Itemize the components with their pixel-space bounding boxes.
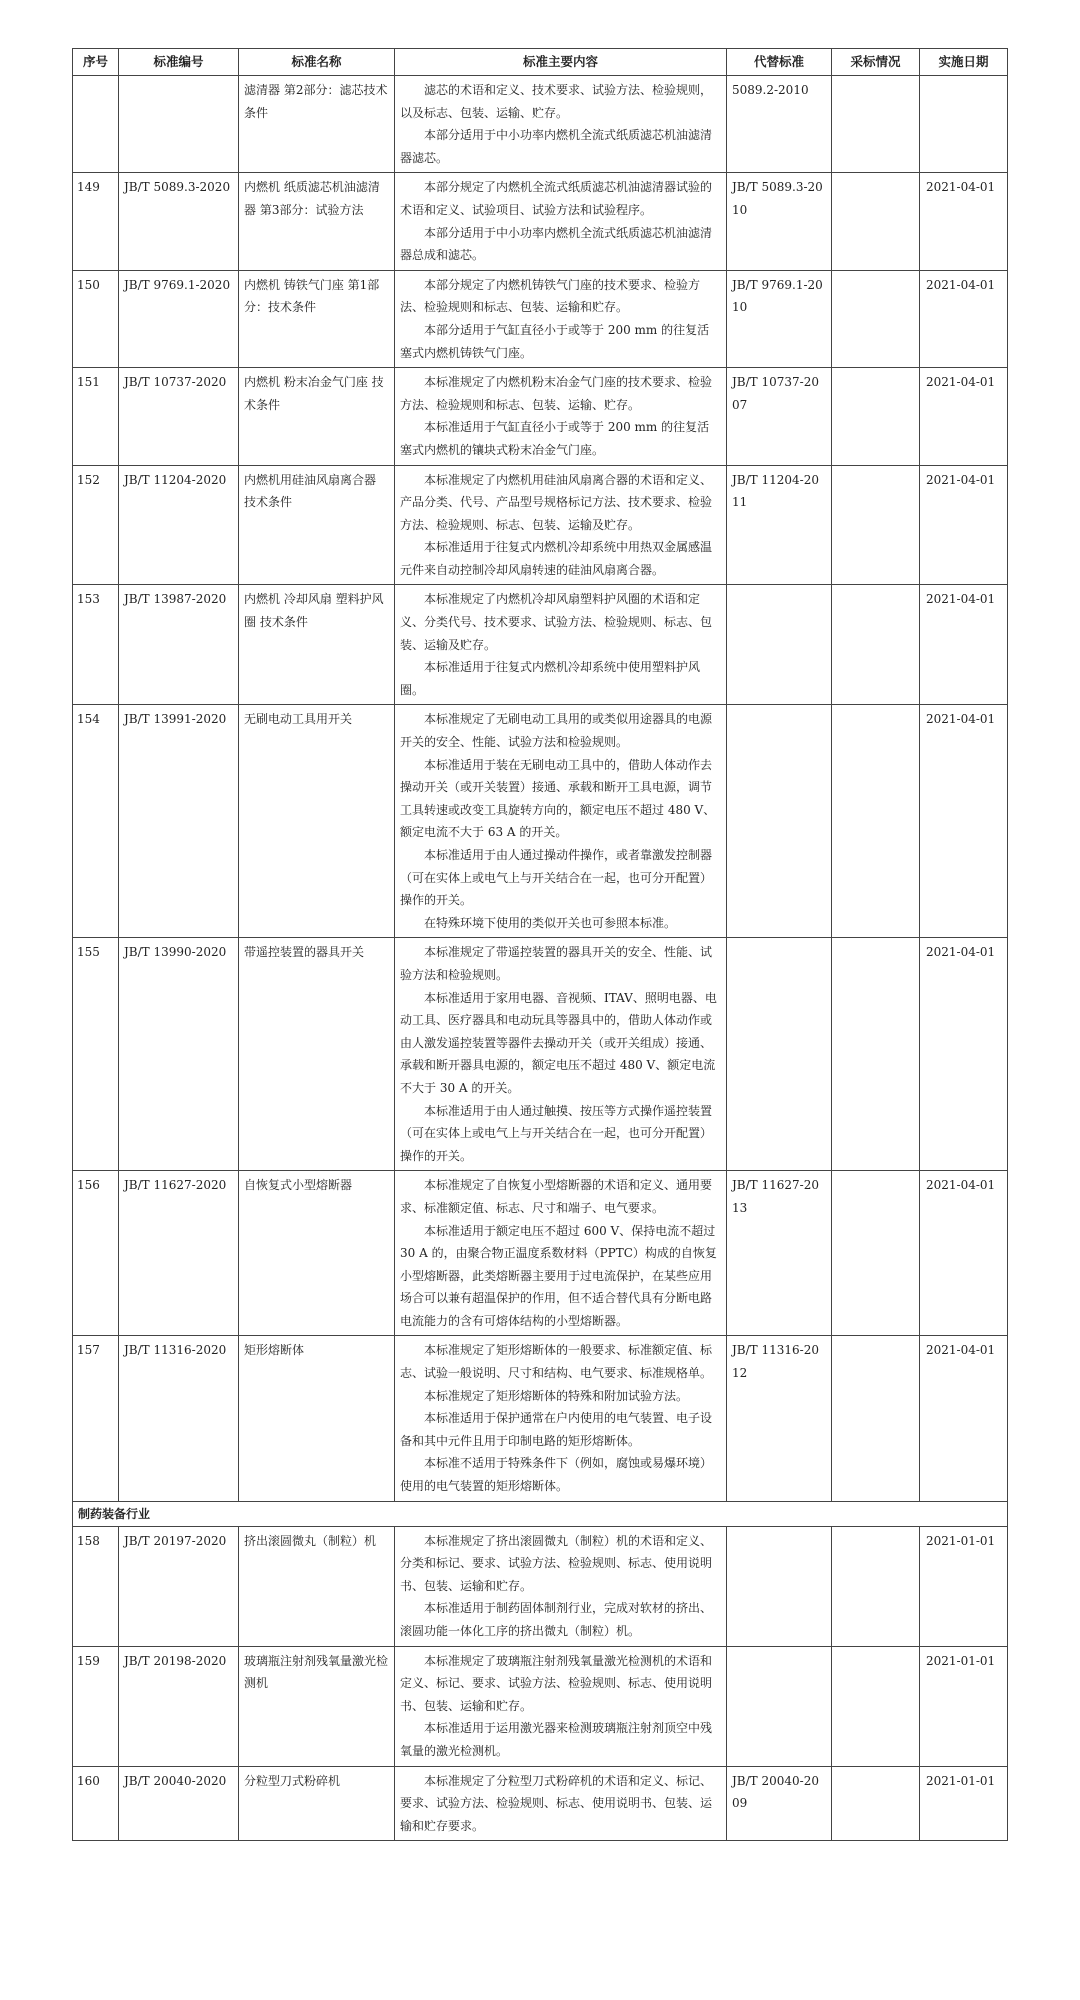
content-paragraph: 在特殊环境下使用的类似开关也可参照本标准。 [424,915,677,930]
row-standard-code: JB/T 5089.3-2020 [119,173,239,270]
table-row [73,1171,1008,1336]
row-replaced-standard: JB/T 11316-2012 [727,1336,832,1501]
content-paragraph: 本标准适用于由人通过操动件操作，或者靠激发控制器（可在实体上或电气上与开关结合在一起，也可分开配置）操作的开关。 [400,848,713,908]
row-main-content [395,270,727,367]
table-row [73,368,1008,465]
row-standard-name: 矩形熔断体 [239,1336,395,1501]
row-effective-date: 2021-01-01 [920,1766,1008,1841]
row-replaced-standard [727,938,832,1171]
content-paragraph: 本部分适用于中小功率内燃机全流式纸质滤芯机油滤清器总成和滤芯。 [400,225,713,263]
row-serial: 151 [73,368,119,465]
row-serial: 150 [73,270,119,367]
row-adoption [832,1646,920,1766]
content-paragraph: 本部分适用于中小功率内燃机全流式纸质滤芯机油滤清器滤芯。 [400,128,713,165]
content-paragraph: 本标准规定了分粒型刀式粉碎机的术语和定义、标记、要求、试验方法、检验规则、标志、使用说明书、包装、运输和贮存要求。 [400,1773,713,1833]
content-paragraph: 本标准规定了内燃机用硅油风扇离合器的术语和定义、产品分类、代号、产品型号规格标记方法、技术要求、检验方法、检验规则、标志、包装、运输及贮存。 [400,472,713,532]
row-standard-name: 内燃机 冷却风扇 塑料护风圈 技术条件 [239,585,395,705]
content-paragraph: 本标准规定了玻璃瓶注射剂残氧量激光检测机的术语和定义、标记、要求、试验方法、检验规则、标志、使用说明书、包装、运输和贮存。 [400,1653,713,1713]
row-standard-name: 自恢复式小型熔断器 [239,1171,395,1336]
row-main-content [395,1336,727,1501]
header-serial: 序号 [73,49,119,76]
row-standard-name: 带遥控装置的器具开关 [239,938,395,1171]
table-row [73,270,1008,367]
row-standard-name: 无刷电动工具用开关 [239,705,395,938]
section-label: 制药装备行业 [73,1501,1008,1526]
content-paragraph: 滤芯的术语和定义、技术要求、试验方法、检验规则，以及标志、包装、运输、贮存。 [400,83,713,120]
row-main-content [395,465,727,585]
content-paragraph: 本标准规定了矩形熔断体的特殊和附加试验方法。 [424,1388,689,1403]
content-paragraph: 本标准适用于气缸直径小于或等于 200 mm 的往复活塞式内燃机的镶块式粉末冶金气门座。 [400,420,710,457]
row-standard-name: 内燃机 粉末冶金气门座 技术条件 [239,368,395,465]
content-paragraph: 本标准适用于运用激光器来检测玻璃瓶注射剂顶空中残氧量的激光检测机。 [400,1721,713,1758]
content-paragraph: 本标准适用于家用电器、音视频、ITAV、照明电器、电动工具、医疗器具和电动玩具等器具中的，借助人体动作或由人激发遥控装置等器件去操动开关（或开关组成）接通、承载和断开器具电源的，额定电压不超过 480 V、额定电流不大于 30 A 的开关。 [400,990,717,1095]
row-effective-date: 2021-04-01 [920,1336,1008,1501]
row-adoption [832,270,920,367]
row-adoption [832,465,920,585]
row-standard-code: JB/T 20198-2020 [119,1646,239,1766]
content-paragraph: 本标准规定了内燃机冷却风扇塑料护风圈的术语和定义、分类代号、技术要求、试验方法、检验规则、标志、包装、运输及贮存。 [400,592,713,652]
row-serial: 157 [73,1336,119,1501]
row-serial: 153 [73,585,119,705]
row-adoption [832,1336,920,1501]
row-effective-date: 2021-04-01 [920,705,1008,938]
content-paragraph: 本标准适用于往复式内燃机冷却系统中用热双金属感温元件来自动控制冷却风扇转速的硅油风扇离合器。 [400,540,713,577]
row-serial: 149 [73,173,119,270]
row-serial: 154 [73,705,119,938]
table-row [73,1526,1008,1646]
table-row [73,585,1008,705]
table-body [73,76,1008,1841]
row-serial: 156 [73,1171,119,1336]
row-serial: 152 [73,465,119,585]
row-adoption [832,585,920,705]
table-row [73,1646,1008,1766]
row-main-content [395,173,727,270]
row-adoption [832,938,920,1171]
row-effective-date: 2021-04-01 [920,270,1008,367]
content-paragraph: 本标准适用于制药固体制剂行业，完成对软材的挤出、滚圆功能一体化工序的挤出微丸（制粒）机。 [400,1601,713,1638]
row-replaced-standard: JB/T 9769.1-2010 [727,270,832,367]
row-replaced-standard [727,585,832,705]
section-row [73,1501,1008,1526]
table-header-row [73,49,1008,76]
content-paragraph: 本标准适用于由人通过触摸、按压等方式操作遥控装置（可在实体上或电气上与开关结合在一起，也可分开配置）操作的开关。 [400,1103,713,1163]
row-adoption [832,705,920,938]
row-replaced-standard: JB/T 11627-2013 [727,1171,832,1336]
row-replaced-standard [727,705,832,938]
row-standard-name: 分粒型刀式粉碎机 [239,1766,395,1841]
row-serial: 158 [73,1526,119,1646]
content-paragraph: 本标准适用于往复式内燃机冷却系统中使用塑料护风圈。 [400,660,701,697]
content-paragraph: 本部分规定了内燃机铸铁气门座的技术要求、检验方法、检验规则和标志、包装、运输和贮存。 [400,277,701,315]
content-paragraph: 本标准适用于保护通常在户内使用的电气装置、电子设备和其中元件且用于印制电路的矩形熔断体。 [400,1411,713,1448]
content-paragraph: 本部分规定了内燃机全流式纸质滤芯机油滤清器试验的术语和定义、试验项目、试验方法和试验程序。 [400,180,713,217]
row-standard-code: JB/T 10737-2020 [119,368,239,465]
row-main-content [395,585,727,705]
row-standard-code: JB/T 20197-2020 [119,1526,239,1646]
row-main-content [395,1526,727,1646]
row-replaced-standard: 5089.2-2010 [727,76,832,173]
row-replaced-standard: JB/T 5089.3-2010 [727,173,832,270]
row-effective-date: 2021-04-01 [920,173,1008,270]
header-standard-code: 标准编号 [119,49,239,76]
row-standard-code: JB/T 11316-2020 [119,1336,239,1501]
row-standard-code: JB/T 20040-2020 [119,1766,239,1841]
row-standard-name: 内燃机用硅油风扇离合器 技术条件 [239,465,395,585]
row-effective-date: 2021-04-01 [920,465,1008,585]
standards-table [72,48,1008,1841]
row-main-content [395,705,727,938]
table-row [73,938,1008,1171]
row-adoption [832,368,920,465]
content-paragraph: 本标准不适用于特殊条件下（例如，腐蚀或易爆环境）使用的电气装置的矩形熔断体。 [400,1456,713,1494]
header-main-content: 标准主要内容 [395,49,727,76]
row-replaced-standard [727,1646,832,1766]
standards-sheet [72,48,1007,1841]
row-standard-name: 内燃机 纸质滤芯机油滤清器 第3部分：试验方法 [239,173,395,270]
row-effective-date: 2021-04-01 [920,1171,1008,1336]
row-effective-date: 2021-04-01 [920,585,1008,705]
row-adoption [832,76,920,173]
table-row [73,465,1008,585]
row-standard-code: JB/T 13991-2020 [119,705,239,938]
row-standard-name: 挤出滚圆微丸（制粒）机 [239,1526,395,1646]
row-main-content [395,938,727,1171]
header-adoption: 采标情况 [832,49,920,76]
row-serial: 160 [73,1766,119,1841]
row-replaced-standard [727,1526,832,1646]
header-replaced-standard: 代替标准 [727,49,832,76]
row-adoption [832,173,920,270]
content-paragraph: 本标准规定了矩形熔断体的一般要求、标准额定值、标志、试验一般说明、尺寸和结构、电气要求、标准规格单。 [400,1343,713,1381]
row-serial: 159 [73,1646,119,1766]
content-paragraph: 本标准适用于装在无刷电动工具中的，借助人体动作去操动开关（或开关装置）接通、承载和断开工具电源，调节工具转速或改变工具旋转方向的，额定电压不超过 480 V、额定电流不大于 63 A 的开关。 [400,757,716,840]
content-paragraph: 本标准规定了挤出滚圆微丸（制粒）机的术语和定义、分类和标记、要求、试验方法、检验规则、标志、使用说明书、包装、运输和贮存。 [400,1533,713,1593]
content-paragraph: 本标准规定了无刷电动工具用的或类似用途器具的电源开关的安全、性能、试验方法和检验规则。 [400,712,713,750]
row-main-content [395,368,727,465]
row-adoption [832,1766,920,1841]
row-effective-date: 2021-04-01 [920,368,1008,465]
header-effective-date: 实施日期 [920,49,1008,76]
row-standard-name: 滤清器 第2部分：滤芯技术条件 [239,76,395,173]
row-main-content [395,76,727,173]
row-replaced-standard: JB/T 20040-2009 [727,1766,832,1841]
table-row [73,1336,1008,1501]
row-effective-date [920,76,1008,173]
row-standard-code [119,76,239,173]
row-standard-code: JB/T 13990-2020 [119,938,239,1171]
content-paragraph: 本标准规定了自恢复小型熔断器的术语和定义、通用要求、标准额定值、标志、尺寸和端子、电气要求。 [400,1178,713,1215]
content-paragraph: 本标准规定了带遥控装置的器具开关的安全、性能、试验方法和检验规则。 [400,945,713,982]
row-standard-code: JB/T 13987-2020 [119,585,239,705]
content-paragraph: 本部分适用于气缸直径小于或等于 200 mm 的往复活塞式内燃机铸铁气门座。 [400,322,710,360]
table-row [73,705,1008,938]
row-standard-name: 内燃机 铸铁气门座 第1部分：技术条件 [239,270,395,367]
content-paragraph: 本标准规定了内燃机粉末冶金气门座的技术要求、检验方法、检验规则和标志、包装、运输、贮存。 [400,375,713,412]
row-standard-code: JB/T 9769.1-2020 [119,270,239,367]
row-adoption [832,1171,920,1336]
row-standard-code: JB/T 11627-2020 [119,1171,239,1336]
table-row [73,173,1008,270]
table-row [73,1766,1008,1841]
row-main-content [395,1646,727,1766]
row-serial [73,76,119,173]
row-replaced-standard: JB/T 11204-2011 [727,465,832,585]
row-replaced-standard: JB/T 10737-2007 [727,368,832,465]
row-adoption [832,1526,920,1646]
content-paragraph: 本标准适用于额定电压不超过 600 V、保持电流不超过 30 A 的，由聚合物正温度系数材料（PPTC）构成的自恢复小型熔断器，此类熔断器主要用于过电流保护，在某些应用场合可以兼有超温保护的作用，但不适合替代具有分断电路电流能力的含有可熔体结构的小型熔断器。 [400,1223,717,1328]
row-effective-date: 2021-04-01 [920,938,1008,1171]
row-standard-code: JB/T 11204-2020 [119,465,239,585]
row-standard-name: 玻璃瓶注射剂残氧量激光检测机 [239,1646,395,1766]
row-main-content [395,1766,727,1841]
row-effective-date: 2021-01-01 [920,1526,1008,1646]
row-main-content [395,1171,727,1336]
table-row [73,76,1008,173]
row-effective-date: 2021-01-01 [920,1646,1008,1766]
row-serial: 155 [73,938,119,1171]
header-standard-name: 标准名称 [239,49,395,76]
